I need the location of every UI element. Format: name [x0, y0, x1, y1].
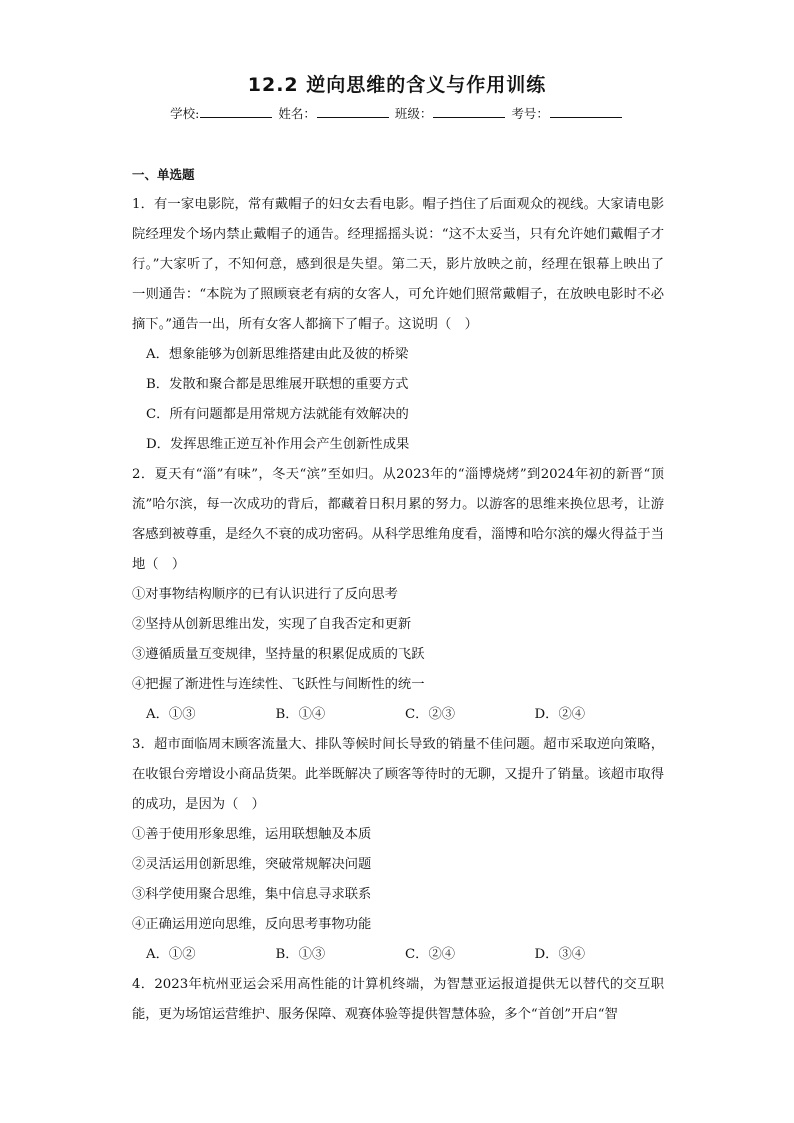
exam-no-label: 考号： [511, 106, 549, 121]
question-2-text: 2．夏天有“淄”有味”，冬天“滨”至如归。从2023年的“淄博烧烤”到2024年初的新晋“顶流”哈尔滨，每一次成功的背后，都藏着日积月累的努力。以游客的思维来换位思考，让游客感到被尊重，是经久不衰的成功密码。从科学思维角度看，淄博和哈尔滨的爆火得益于当地（ ） [132, 467, 664, 572]
question-4-text: 4．2023年杭州亚运会采用高性能的计算机终端，为智慧亚运报道提供无以替代的交互职能，更为场馆运营维护、服务保障、观赛体验等提供智慧体验，多个“首创”开启“智 [132, 977, 664, 1022]
question-2-choice-d: D．②④ [534, 707, 586, 722]
question-3-choice-d: D．③④ [534, 947, 586, 962]
exam-no-blank[interactable] [550, 107, 622, 118]
question-2-choices [132, 700, 664, 730]
question-3-statement-1: ①善于使用形象思维，运用联想触及本质 [132, 827, 372, 842]
school-blank[interactable] [200, 107, 272, 118]
class-blank[interactable] [433, 107, 505, 118]
question-2-choice-b: B．①④ [275, 707, 326, 722]
question-3-choices [132, 940, 664, 970]
question-2-statement-2: ②坚持从创新思维出发，实现了自我否定和更新 [132, 617, 412, 632]
question-3-choice-c: C．②④ [405, 947, 456, 962]
question-1-text: 1．有一家电影院，常有戴帽子的妇女去看电影。帽子挡住了后面观众的视线。大家请电影院经理发个场内禁止戴帽子的通告。经理摇摇头说：“这不太妥当，只有允许她们戴帽子才行。”大家听了，不知何意，感到很是失望。第二天，影片放映之前，经理在银幕上映出了一则通告：“本院为了照顾衰老有病的女客人，可允许她们照常戴帽子，在放映电影时不必摘下。”通告一出，所有女客人都摘下了帽子。这说明（ ） [132, 197, 664, 332]
section-title: 一、单选题 [132, 167, 195, 182]
question-1-option-c: C．所有问题都是用常规方法就能有效解决的 [146, 407, 409, 422]
question-3-choice-a: A．①② [146, 947, 196, 962]
question-3-statement-3: ③科学使用聚合思维，集中信息寻求联系 [132, 887, 372, 902]
question-1-option-d: D．发挥思维正逆互补作用会产生创新性成果 [146, 437, 410, 452]
question-2-statement-1: ①对事物结构顺序的已有认识进行了反向思考 [132, 587, 398, 602]
question-3-choice-b: B．①③ [275, 947, 326, 962]
name-blank[interactable] [317, 107, 389, 118]
question-3-text: 3．超市面临周末顾客流量大、排队等候时间长导致的销量不佳问题。超市采取逆向策略，在收银台旁增设小商品货架。此举既解决了顾客等待时的无聊，又提升了销量。该超市取得的成功，是因为（ ） [132, 737, 664, 812]
class-label: 班级： [394, 106, 433, 121]
page-title: 12.2 逆向思维的含义与作用训练 [247, 74, 547, 96]
question-2-statement-3: ③遵循质量互变规律，坚持量的积累促成质的飞跃 [132, 647, 425, 662]
school-label: 学校: [170, 106, 200, 121]
question-1-option-a: A．想象能够为创新思维搭建由此及彼的桥梁 [146, 347, 409, 362]
question-2-statement-4: ④把握了渐进性与连续性、飞跃性与间断性的统一 [132, 677, 425, 692]
name-label: 姓名： [278, 106, 316, 121]
question-3-statement-4: ④正确运用逆向思维，反向思考事物功能 [132, 917, 372, 932]
question-2-choice-c: C．②③ [405, 707, 456, 722]
question-1-option-b: B．发散和聚合都是思维展开联想的重要方式 [146, 377, 409, 392]
student-info-line [0, 104, 794, 122]
question-2-choice-a: A．①③ [146, 707, 196, 722]
question-list [132, 166, 664, 1030]
question-3-statement-2: ②灵活运用创新思维，突破常规解决问题 [132, 857, 372, 872]
